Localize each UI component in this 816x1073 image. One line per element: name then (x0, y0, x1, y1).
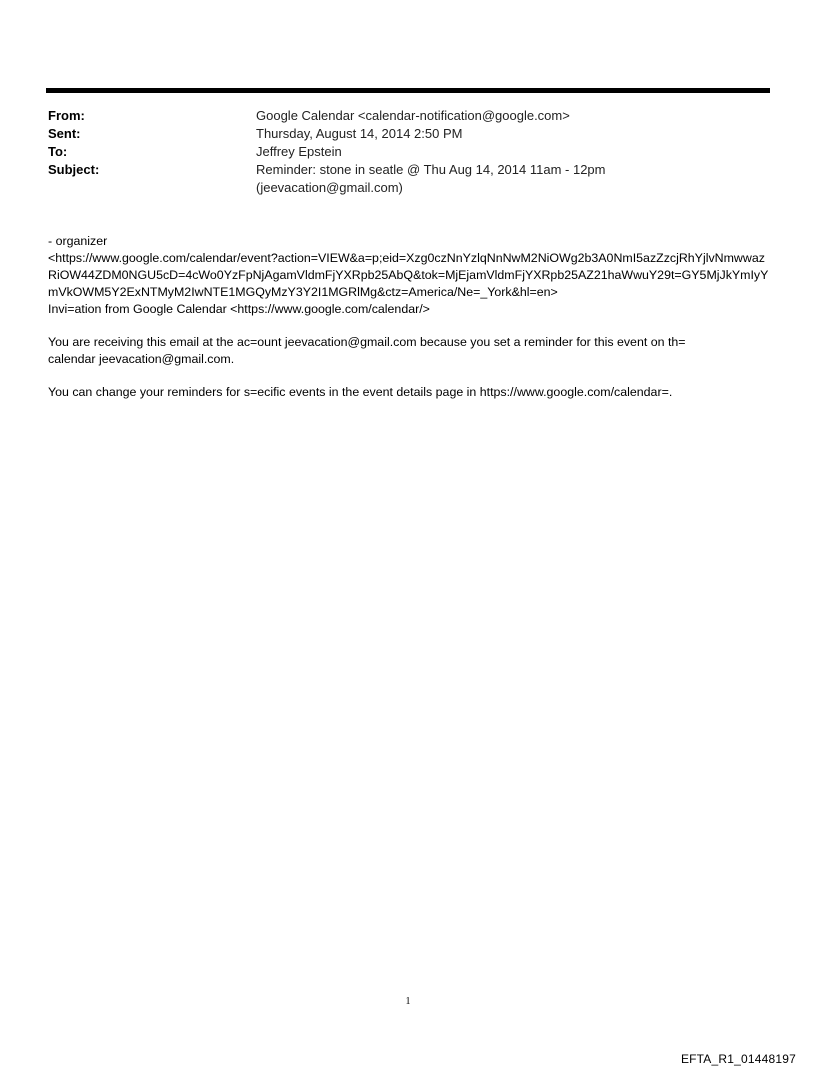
to-label: To: (48, 144, 68, 159)
from-label: From: (48, 108, 85, 123)
invitation-line: Invi=ation from Google Calendar <https://www.google.com/calendar/> (48, 302, 430, 316)
subject-row (48, 161, 768, 197)
receiving-line-1: You are receiving this email at the ac=ount jeevacation@gmail.com because you set a reminder for this event on th= (48, 335, 686, 349)
email-body (48, 233, 772, 401)
paragraph-gap (48, 318, 772, 334)
subject-label: Subject: (48, 162, 100, 177)
event-link: <https://www.google.com/calendar/event?action=VIEW&a=p;eid=Xzg0czNnYzlqNnNwM2NiOWg2b3A0NmI5azZzcjRhYjlvNmwwazRiOW44ZDM0NGU5cD=4cWo0YzFpNjAgamVldmFjYXRpb25AbQ&tok=MjEjamVldmFjYXRpb25AZ21haWwuY29t=GY5MjJkYmIyYmVkOWM5Y2ExNTMyM2IwNTE1MGQyMzY3Y2I1MGRlMg&ctz=America/Ne=_York&hl=en> (48, 251, 769, 299)
change-reminders-line: You can change your reminders for s=ecific events in the event details page in https://www.google.com/calendar=. (48, 385, 673, 399)
sent-value: Thursday, August 14, 2014 2:50 PM (256, 126, 463, 141)
subject-value (256, 161, 768, 197)
email-header (48, 107, 768, 197)
header-divider (46, 88, 770, 93)
paragraph-gap (48, 368, 772, 384)
receiving-line-2: calendar jeevacation@gmail.com. (48, 352, 235, 366)
from-row (48, 107, 768, 125)
subject-line-2: (jeevacation@gmail.com) (256, 180, 403, 195)
sent-row (48, 125, 768, 143)
to-value: Jeffrey Epstein (256, 144, 342, 159)
from-value: Google Calendar <calendar-notification@google.com> (256, 108, 570, 123)
page-number: 1 (405, 996, 411, 1007)
document-id: EFTA_R1_01448197 (680, 1052, 796, 1066)
sent-label: Sent: (48, 126, 81, 141)
to-row (48, 143, 768, 161)
subject-line-1: Reminder: stone in seatle @ Thu Aug 14, 2014 11am - 12pm (256, 162, 606, 177)
organizer-line: - organizer (48, 234, 108, 248)
